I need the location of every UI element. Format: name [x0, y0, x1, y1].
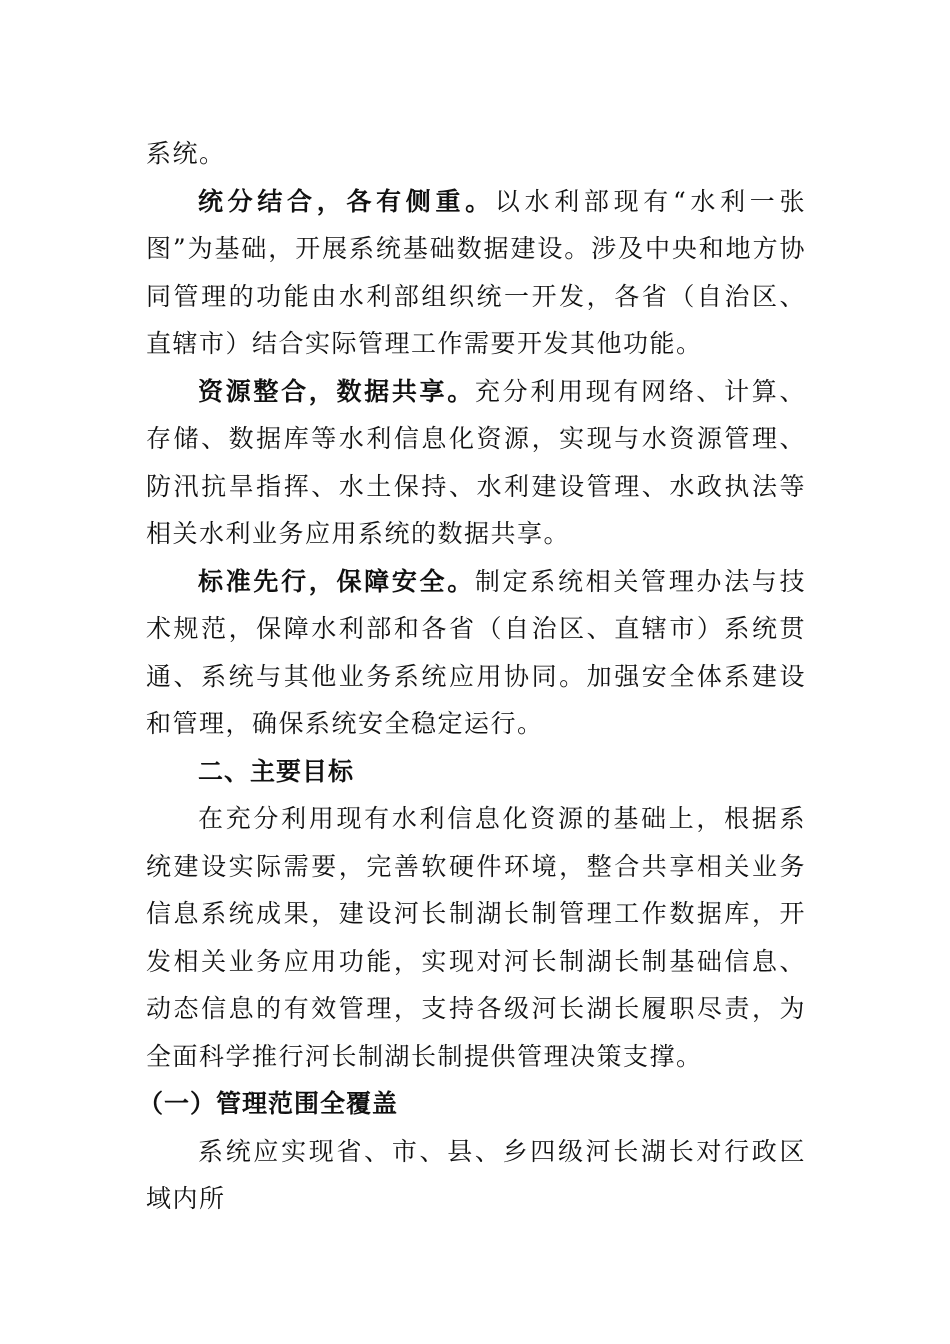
paragraph-lead: 统分结合，各有侧重。 [198, 186, 495, 216]
paragraph-coverage [146, 1128, 806, 1223]
paragraph-continuation [146, 130, 806, 178]
subsection-heading: （一）管理范围全覆盖 [138, 1089, 399, 1118]
paragraph-lead: 资源整合，数据共享。 [198, 376, 475, 406]
paragraph-principle-1 [146, 178, 806, 368]
paragraph-text: 制定系统相关管理办法与技术规范，保障水利部和各省（自治区、直辖市）系统贯通、系统与其他业务系统应用协同。加强安全体系建设和管理，确保系统安全稳定运行。 [146, 566, 806, 738]
paragraph-text: 充分利用现有网络、计算、存储、数据库等水利信息化资源，实现与水资源管理、防汛抗旱指挥、水土保持、水利建设管理、水政执法等相关水利业务应用系统的数据共享。 [146, 376, 806, 548]
paragraph-principle-2 [146, 368, 806, 558]
document-body [138, 130, 806, 1223]
paragraph-principle-3 [146, 558, 806, 748]
paragraph-text: 以水利部现有“水利一张图”为基础，开展系统基础数据建设。涉及中央和地方协同管理的功能由水利部组织统一开发，各省（自治区、直辖市）结合实际管理工作需要开发其他功能。 [146, 186, 806, 358]
paragraph-lead: 标准先行，保障安全。 [198, 566, 475, 596]
paragraph-text: 系统应实现省、市、县、乡四级河长湖长对行政区域内所 [146, 1136, 806, 1213]
paragraph-text: 系统。 [146, 139, 226, 168]
paragraph-text: 在充分利用现有水利信息化资源的基础上，根据系统建设实际需要，完善软硬件环境，整合共享相关业务信息系统成果，建设河长制湖长制管理工作数据库，开发相关业务应用功能，实现对河长制湖长制基础信息、动态信息的有效管理，支持各级河长湖长履职尽责，为全面科学推行河长制湖长制提供管理决策支撑。 [146, 804, 806, 1071]
paragraph-goals [146, 795, 806, 1080]
section-heading: 二、主要目标 [198, 756, 355, 786]
